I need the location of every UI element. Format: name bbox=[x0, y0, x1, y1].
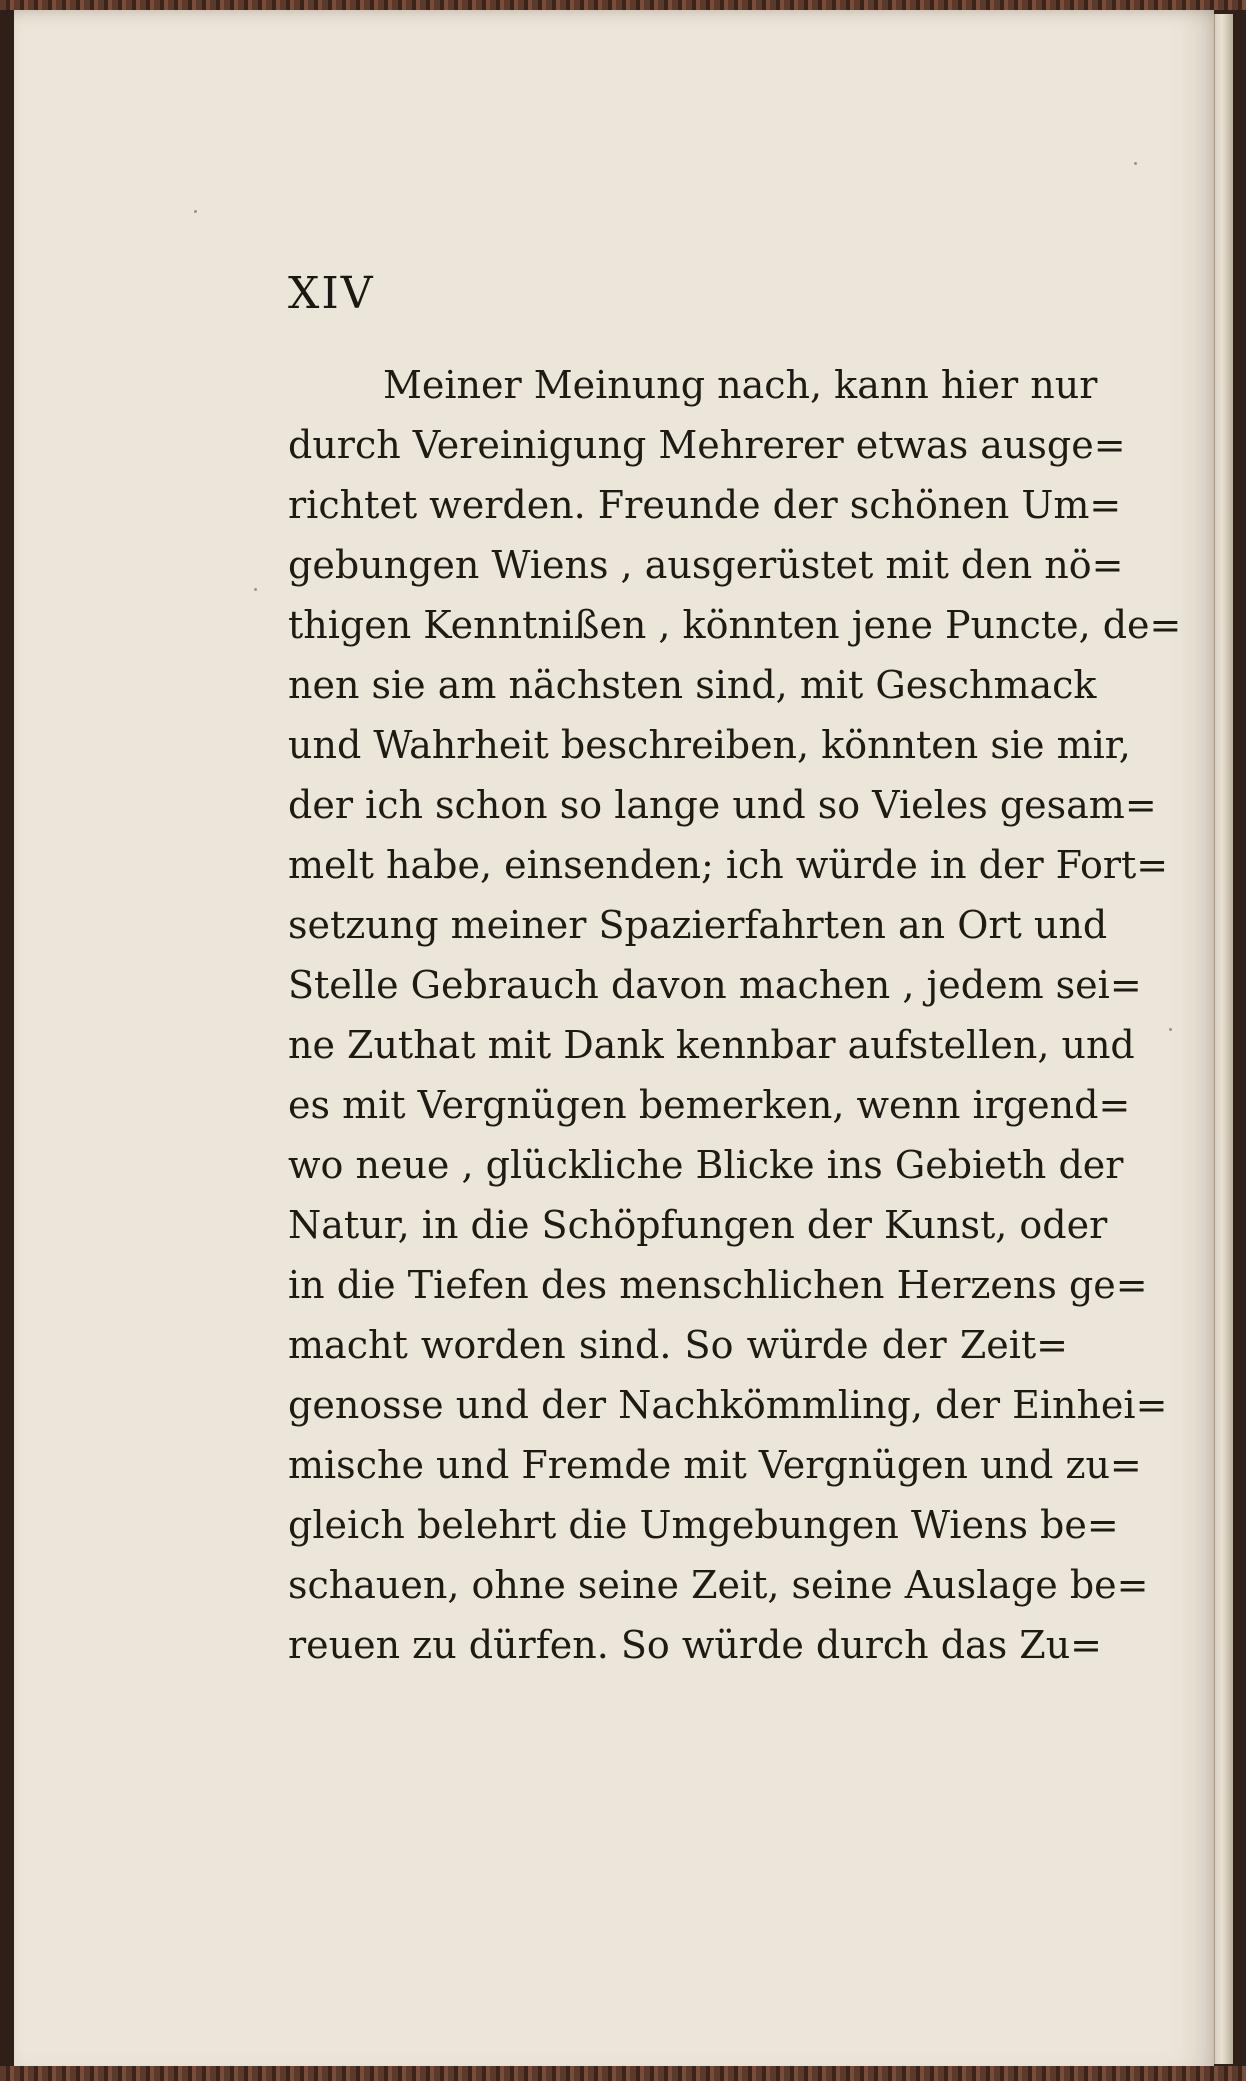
text-line: nen sie am nächsten sind, mit Geschmack bbox=[288, 663, 1097, 707]
paper-speck bbox=[254, 588, 257, 591]
binding-cloth-top bbox=[0, 0, 1246, 10]
text-line: Natur, in die Schöpfungen der Kunst, oder bbox=[288, 1203, 1108, 1247]
text-line: melt habe, einsenden; ich würde in der Fort= bbox=[288, 843, 1169, 887]
body-text bbox=[288, 355, 1182, 1675]
paper-speck bbox=[1134, 162, 1137, 165]
text-line: gebungen Wiens , ausgerüstet mit den nö= bbox=[288, 543, 1124, 587]
page-number: XIV bbox=[288, 268, 375, 319]
text-line: schauen, ohne seine Zeit, seine Auslage be= bbox=[288, 1563, 1149, 1607]
binding-cloth-bottom bbox=[0, 2066, 1246, 2081]
text-line: der ich schon so lange und so Vieles gesam= bbox=[288, 783, 1157, 827]
text-line: mische und Fremde mit Vergnügen und zu= bbox=[288, 1443, 1142, 1487]
text-line: Meiner Meinung nach, kann hier nur bbox=[383, 363, 1098, 407]
text-line: und Wahrheit beschreiben, könnten sie mir, bbox=[288, 723, 1131, 767]
text-line: ne Zuthat mit Dank kennbar aufstellen, und bbox=[288, 1023, 1135, 1067]
text-line: genosse und der Nachkömmling, der Einhei= bbox=[288, 1383, 1168, 1427]
text-line: es mit Vergnügen bemerken, wenn irgend= bbox=[288, 1083, 1131, 1127]
text-line: in die Tiefen des menschlichen Herzens ge= bbox=[288, 1263, 1148, 1307]
text-line: wo neue , glückliche Blicke ins Gebieth der bbox=[288, 1143, 1124, 1187]
text-line: Stelle Gebrauch davon machen , jedem sei= bbox=[288, 963, 1142, 1007]
paper-speck bbox=[194, 210, 197, 213]
text-line: richtet werden. Freunde der schönen Um= bbox=[288, 483, 1122, 527]
text-line: macht worden sind. So würde der Zeit= bbox=[288, 1323, 1068, 1367]
page-fore-edge bbox=[1214, 14, 1233, 2064]
paper-speck bbox=[1169, 1028, 1172, 1031]
text-line: reuen zu dürfen. So würde durch das Zu= bbox=[288, 1623, 1103, 1667]
text-line: thigen Kenntnißen , könnten jene Puncte, de= bbox=[288, 603, 1182, 647]
text-line: gleich belehrt die Umgebungen Wiens be= bbox=[288, 1503, 1119, 1547]
text-line: setzung meiner Spazierfahrten an Ort und bbox=[288, 903, 1108, 947]
text-line: durch Vereinigung Mehrerer etwas ausge= bbox=[288, 423, 1126, 467]
